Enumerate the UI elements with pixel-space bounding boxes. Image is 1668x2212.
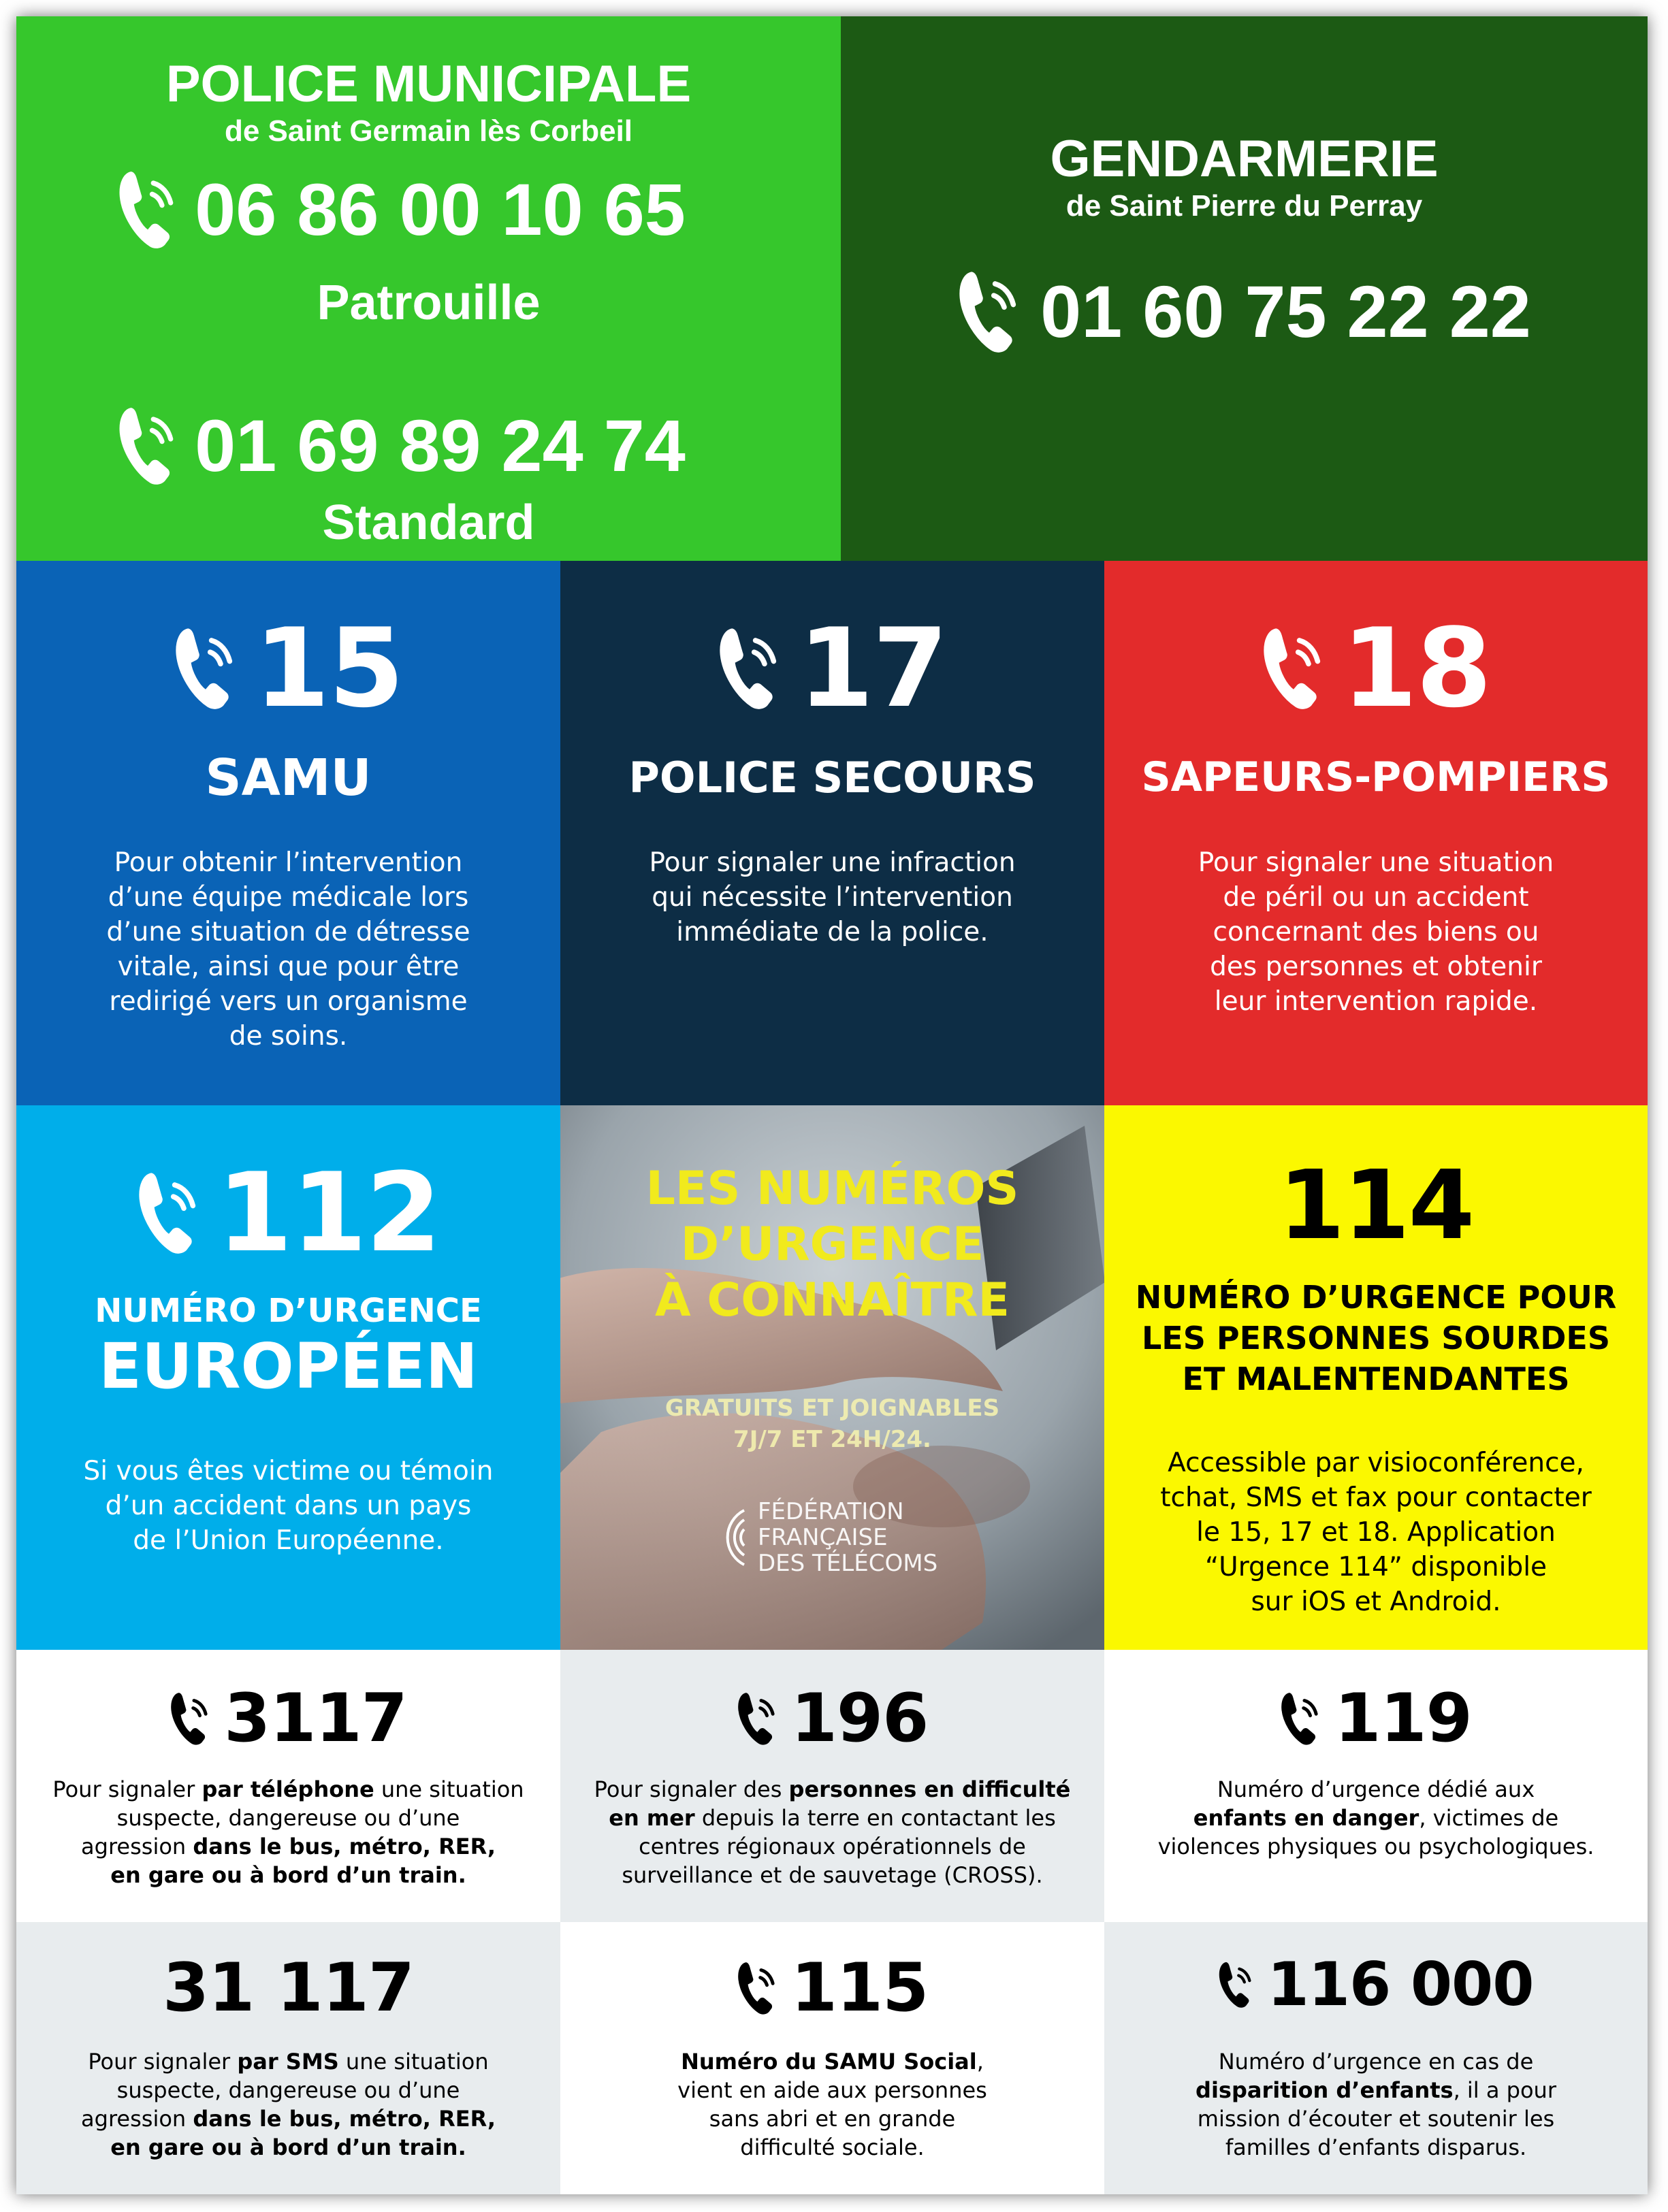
desc-text: centres régionaux opérationnels de xyxy=(639,1834,1026,1859)
phone-icon xyxy=(957,270,1023,354)
police-secours-number[interactable]: 17 xyxy=(798,604,947,732)
patrouille-phone-row xyxy=(16,169,814,250)
desc-line: d’une situation de détresse xyxy=(106,917,470,947)
n31117-number[interactable]: 31 117 xyxy=(162,1949,415,2027)
desc-line xyxy=(560,2133,1104,2162)
patrouille-label: Patrouille xyxy=(317,276,541,330)
phone-icon xyxy=(170,1691,212,1746)
headline-line: D’URGENCE xyxy=(680,1218,984,1271)
police-secours-description xyxy=(560,845,1104,949)
desc-emphasis: en gare ou à bord d’un train. xyxy=(110,1862,466,1888)
patrouille-number[interactable]: 06 86 00 10 65 xyxy=(195,168,686,250)
desc-line: d’une équipe médicale lors xyxy=(108,882,469,913)
n115-number[interactable]: 115 xyxy=(790,1949,929,2027)
desc-line xyxy=(560,1775,1104,1804)
europeen-panel xyxy=(16,1105,560,1650)
desc-line xyxy=(1104,2104,1648,2133)
samu-number[interactable]: 15 xyxy=(254,604,403,732)
logo-line: FÉDÉRATION xyxy=(758,1498,904,1525)
desc-line: d’un accident dans un pays xyxy=(105,1491,472,1521)
desc-emphasis: enfants en danger xyxy=(1193,1805,1420,1831)
logo-line: FRANÇAISE xyxy=(758,1524,888,1551)
phone-icon xyxy=(174,626,239,711)
n3117-number-row xyxy=(16,1680,560,1757)
tagline-line: 7J/7 ET 24H/24. xyxy=(733,1426,931,1453)
desc-text: difficulté sociale. xyxy=(740,2134,925,2160)
desc-text: surveillance et de sauvetage (CROSS). xyxy=(622,1862,1043,1888)
standard-number[interactable]: 01 69 89 24 74 xyxy=(195,404,686,487)
desc-line xyxy=(560,2047,1104,2076)
n196-description xyxy=(560,1775,1104,1889)
poster-headline xyxy=(560,1161,1104,1329)
gendarmerie-panel xyxy=(841,16,1648,561)
headline-line: LES NUMÉROS xyxy=(645,1162,1019,1216)
desc-text: , il a pour xyxy=(1453,2077,1556,2103)
headline-line: À CONNAÎTRE xyxy=(655,1273,1010,1327)
n116000-number-row xyxy=(1104,1949,1648,2019)
n119-panel xyxy=(1104,1650,1648,1922)
emergency-numbers-poster xyxy=(16,16,1648,2194)
desc-line: tchat, SMS et fax pour contacter xyxy=(1160,1482,1592,1513)
desc-line xyxy=(16,2047,560,2076)
sourds-name xyxy=(1104,1277,1648,1399)
desc-emphasis: en mer xyxy=(609,1805,695,1831)
europeen-description xyxy=(16,1454,560,1558)
police-secours-number-row xyxy=(560,604,1104,732)
desc-line xyxy=(560,1804,1104,1832)
phone-icon xyxy=(1262,626,1327,711)
desc-text: , xyxy=(976,2049,984,2075)
sapeurs-pompiers-panel xyxy=(1104,561,1648,1105)
desc-line xyxy=(16,1861,560,1889)
desc-line: Accessible par visioconférence, xyxy=(1168,1448,1584,1478)
telecom-logo xyxy=(703,1499,937,1576)
desc-line xyxy=(560,2104,1104,2133)
police-municipale-subtitle: de Saint Germain lès Corbeil xyxy=(224,114,633,148)
desc-text: , victimes de xyxy=(1419,1805,1559,1831)
sourds-description xyxy=(1104,1446,1648,1619)
name-line: ET MALENTENDANTES xyxy=(1182,1361,1570,1397)
europeen-name-line2: EUROPÉEN xyxy=(99,1330,478,1403)
phone-icon xyxy=(137,1171,202,1255)
desc-line xyxy=(560,1861,1104,1889)
police-municipale-title: POLICE MUNICIPALE xyxy=(165,55,692,113)
n196-number-row xyxy=(560,1680,1104,1757)
samu-name: SAMU xyxy=(205,749,372,807)
gendarmerie-phone-row xyxy=(841,270,1648,354)
name-line: NUMÉRO D’URGENCE POUR xyxy=(1135,1279,1617,1316)
name-line: LES PERSONNES SOURDES xyxy=(1142,1320,1610,1356)
telecom-logo-icon xyxy=(703,1503,751,1572)
desc-emphasis: Numéro du SAMU Social xyxy=(681,2049,977,2075)
pompiers-description xyxy=(1104,845,1648,1019)
desc-text: vient en aide aux personnes xyxy=(677,2077,987,2103)
phone-icon xyxy=(1218,1961,1255,2008)
gendarmerie-subtitle: de Saint Pierre du Perray xyxy=(1065,189,1423,223)
desc-text: agression xyxy=(81,1834,193,1859)
n119-number[interactable]: 119 xyxy=(1334,1680,1472,1757)
europeen-number[interactable]: 112 xyxy=(216,1149,440,1276)
desc-line: Pour signaler une situation xyxy=(1198,847,1554,878)
desc-line: Pour signaler une infraction xyxy=(649,847,1016,878)
police-secours-name: POLICE SECOURS xyxy=(628,753,1036,802)
desc-line xyxy=(560,2076,1104,2104)
desc-line: Pour obtenir l’intervention xyxy=(114,847,463,878)
samu-number-row xyxy=(16,604,560,732)
n31117-panel xyxy=(16,1922,560,2194)
n196-panel xyxy=(560,1650,1104,1922)
desc-text: Numéro d’urgence en cas de xyxy=(1218,2049,1534,2075)
desc-line: de péril ou un accident xyxy=(1223,882,1529,913)
desc-line xyxy=(16,2104,560,2133)
desc-line xyxy=(1104,2076,1648,2104)
phone-icon xyxy=(718,626,783,711)
desc-line: qui nécessite l’intervention xyxy=(652,882,1013,913)
desc-line: de l’Union Européenne. xyxy=(133,1525,444,1556)
pompiers-number[interactable]: 18 xyxy=(1341,604,1491,732)
desc-line: vitale, ainsi que pour être xyxy=(117,952,460,982)
desc-line: sur iOS et Android. xyxy=(1251,1587,1501,1617)
desc-emphasis: dans le bus, métro, RER, xyxy=(193,1834,496,1859)
n116000-panel xyxy=(1104,1922,1648,2194)
desc-line: de soins. xyxy=(229,1021,348,1052)
europeen-name-line1: NUMÉRO D’URGENCE xyxy=(95,1292,482,1330)
n3117-description xyxy=(16,1775,560,1889)
n115-panel xyxy=(560,1922,1104,2194)
phone-icon xyxy=(737,1691,779,1746)
phone-icon xyxy=(737,1961,779,2015)
tagline-line: GRATUITS ET JOIGNABLES xyxy=(664,1395,1000,1422)
desc-line xyxy=(1104,1804,1648,1832)
desc-text: violences physiques ou psychologiques. xyxy=(1157,1834,1594,1859)
standard-label: Standard xyxy=(322,495,535,550)
n115-number-row xyxy=(560,1949,1104,2027)
desc-line xyxy=(560,1832,1104,1861)
n3117-panel xyxy=(16,1650,560,1922)
n116000-number[interactable]: 116 000 xyxy=(1267,1949,1534,2019)
desc-text: Numéro d’urgence dédié aux xyxy=(1217,1776,1535,1802)
desc-text: depuis la terre en contactant les xyxy=(694,1805,1056,1831)
desc-text: agression xyxy=(81,2106,193,2132)
desc-text: une situation xyxy=(338,2049,489,2075)
desc-line xyxy=(1104,2047,1648,2076)
desc-line xyxy=(16,2076,560,2104)
gendarmerie-number[interactable]: 01 60 75 22 22 xyxy=(1040,270,1531,353)
desc-line xyxy=(1104,2133,1648,2162)
n119-number-row xyxy=(1104,1680,1648,1757)
desc-text: Pour signaler xyxy=(88,2049,238,2075)
desc-line: leur intervention rapide. xyxy=(1214,986,1538,1017)
desc-line: Si vous êtes victime ou témoin xyxy=(83,1456,494,1486)
desc-emphasis: en gare ou à bord d’un train. xyxy=(110,2134,466,2160)
desc-line xyxy=(16,1775,560,1804)
logo-line: DES TÉLÉCOMS xyxy=(758,1550,938,1577)
phone-icon xyxy=(117,169,180,250)
desc-line xyxy=(16,2133,560,2162)
n116000-description xyxy=(1104,2047,1648,2162)
desc-line xyxy=(1104,1832,1648,1861)
n31117-number-row xyxy=(16,1949,560,2027)
desc-emphasis: par téléphone xyxy=(202,1776,374,1802)
europeen-number-row xyxy=(16,1149,560,1276)
desc-text: suspecte, dangereuse ou d’une xyxy=(116,2077,460,2103)
desc-line: le 15, 17 et 18. Application xyxy=(1196,1517,1556,1548)
desc-text: Pour signaler xyxy=(52,1776,202,1802)
samu-description xyxy=(16,845,560,1054)
desc-text: suspecte, dangereuse ou d’une xyxy=(116,1805,460,1831)
desc-line: immédiate de la police. xyxy=(676,917,989,947)
poster-tagline xyxy=(560,1393,1104,1455)
desc-line xyxy=(16,1832,560,1861)
police-municipale-panel xyxy=(16,16,841,561)
n119-description xyxy=(1104,1775,1648,1861)
pompiers-number-row xyxy=(1104,604,1648,732)
desc-text: Pour signaler des xyxy=(594,1776,789,1802)
desc-line: concernant des biens ou xyxy=(1213,917,1539,947)
desc-line xyxy=(1104,1775,1648,1804)
sourds-panel xyxy=(1104,1105,1648,1650)
desc-line: “Urgence 114” disponible xyxy=(1204,1552,1547,1582)
n196-number[interactable]: 196 xyxy=(790,1680,929,1757)
samu-panel xyxy=(16,561,560,1105)
desc-emphasis: par SMS xyxy=(237,2049,339,2075)
telecom-logo-text xyxy=(758,1499,937,1576)
desc-line xyxy=(16,1804,560,1832)
police-secours-panel xyxy=(560,561,1104,1105)
n115-description xyxy=(560,2047,1104,2162)
desc-line: des personnes et obtenir xyxy=(1210,952,1542,982)
gendarmerie-title: GENDARMERIE xyxy=(1050,130,1439,188)
sourds-number[interactable]: 114 xyxy=(1278,1150,1474,1261)
desc-text: une situation xyxy=(374,1776,524,1802)
desc-text: sans abri et en grande xyxy=(709,2106,956,2132)
phone-icon xyxy=(117,406,180,486)
desc-text: familles d’enfants disparus. xyxy=(1225,2134,1527,2160)
n3117-number[interactable]: 3117 xyxy=(224,1680,407,1757)
phone-icon xyxy=(1280,1691,1322,1746)
poster-image-panel xyxy=(560,1105,1104,1650)
desc-emphasis: personnes en difficulté xyxy=(788,1776,1071,1802)
desc-line: redirigé vers un organisme xyxy=(109,986,468,1017)
pompiers-name: SAPEURS-POMPIERS xyxy=(1141,753,1611,801)
n31117-description xyxy=(16,2047,560,2162)
desc-text: mission d’écouter et soutenir les xyxy=(1197,2106,1555,2132)
desc-emphasis: dans le bus, métro, RER, xyxy=(193,2106,496,2132)
desc-emphasis: disparition d’enfants xyxy=(1196,2077,1454,2103)
standard-phone-row xyxy=(16,406,814,486)
